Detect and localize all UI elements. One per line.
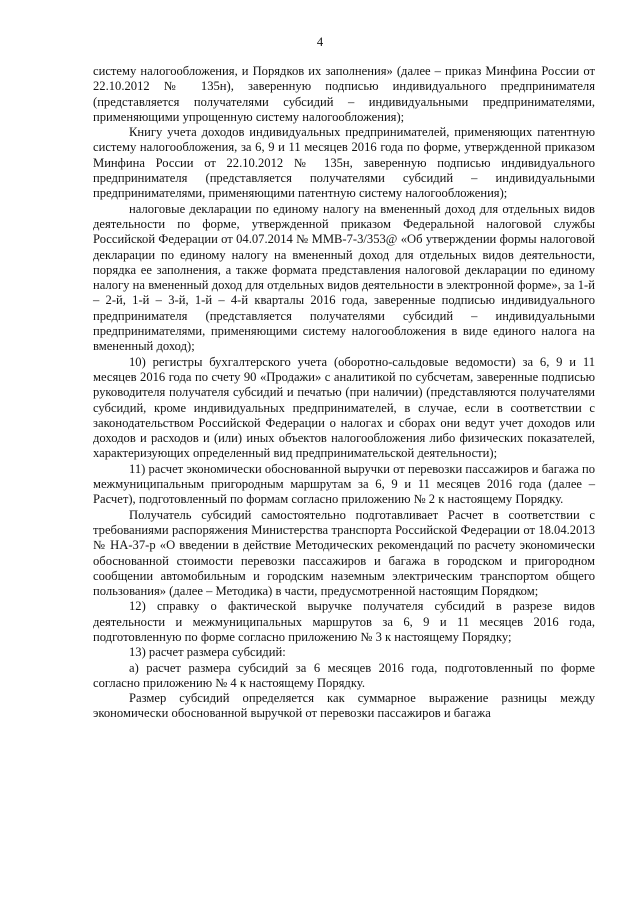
paragraph: Получатель субсидий самостоятельно подготавливает Расчет в соответствии с требованиями распоряжения Министерства транспорта Российской Федерации от 18.04.2013 № НА-37-р «О введении в действие Методических рекомендаций по расчету экономически обоснованной стоимости перевозки пассажиров и багажа в городском и пригородном сообщении автомобильным и городским наземным электрическим транспортом общего пользования» (далее – Методика) в части, предусмотренной настоящим Порядком; — [93, 507, 595, 599]
document-body — [93, 64, 595, 722]
paragraph: систему налогообложения, и Порядков их заполнения» (далее – приказ Минфина России от 22.10.2012 № 135н), заверенную подписью индивидуального предпринимателя (представляется получателями субсидий – индивидуальными предпринимателями, применяющими упрощенную систему налогообложения); — [93, 64, 595, 124]
paragraph: 13) расчет размера субсидий: — [129, 645, 286, 660]
paragraph: 10) регистры бухгалтерского учета (оборотно-сальдовые ведомости) за 6, 9 и 11 месяцев 2016 года по счету 90 «Продажи» с аналитикой по субсчетам, заверенные подписью руководителя получателя субсидий и печатью (при наличии) (представляются получателями субсидий, кроме индивидуальных предпринимателей, в случае, если в соответствии с законодательством Российской Федерации о налогах и сборах они ведут учет доходов или доходов и расходов и (или) иных объектов налогообложения либо физических показателей, характеризующих определенный вид предпринимательской деятельности); — [93, 354, 595, 461]
paragraph: 11) расчет экономически обоснованной выручки от перевозки пассажиров и багажа по межмуниципальным пригородным маршрутам за 6, 9 и 11 месяцев 2016 года (далее – Расчет), подготовленный по формам согласно приложению № 2 к настоящему Порядку. — [93, 461, 595, 507]
paragraph: налоговые декларации по единому налогу на вмененный доход для отдельных видов деятельности по форме, утвержденной приказом Федеральной налоговой службы Российской Федерации от 04.07.2014 № ММВ-7-3/353@ «Об утверждении формы налоговой декларации по единому налогу на вмененный доход для отдельных видов деятельности, порядка ее заполнения, а также формата представления налоговой декларации по единому налогу на вмененный доход для отдельных видов деятельности в электронной форме», за 1-й – 2-й, 1-й – 3-й, 1-й – 4-й кварталы 2016 года, заверенные подписью индивидуального предпринимателя (представляется получателями субсидий – индивидуальными предпринимателями, применяющими систему налогообложения в виде единого налога на вмененный доход); — [93, 201, 595, 354]
paragraph: Книгу учета доходов индивидуальных предпринимателей, применяющих патентную систему налогообложения, за 6, 9 и 11 месяцев 2016 года по форме, утвержденной приказом Минфина России от 22.10.2012 № 135н, заверенную подписью индивидуального предпринимателя (представляется получателями субсидий – индивидуальными предпринимателями, применяющими патентную систему налогообложения); — [93, 125, 595, 201]
paragraph: 12) справку о фактической выручке получателя субсидий в разрезе видов деятельности и межмуниципальных маршрутов за 6, 9 и 11 месяцев 2016 года, подготовленную по форме согласно приложению № 3 к настоящему Порядку; — [93, 599, 595, 644]
paragraph: Размер субсидий определяется как суммарное выражение разницы между экономически обоснованной выручкой от перевозки пассажиров и багажа — [93, 691, 595, 721]
page-number: 4 — [316, 35, 324, 49]
paragraph: а) расчет размера субсидий за 6 месяцев 2016 года, подготовленный по форме согласно приложению № 4 к настоящему Порядку. — [93, 660, 595, 690]
